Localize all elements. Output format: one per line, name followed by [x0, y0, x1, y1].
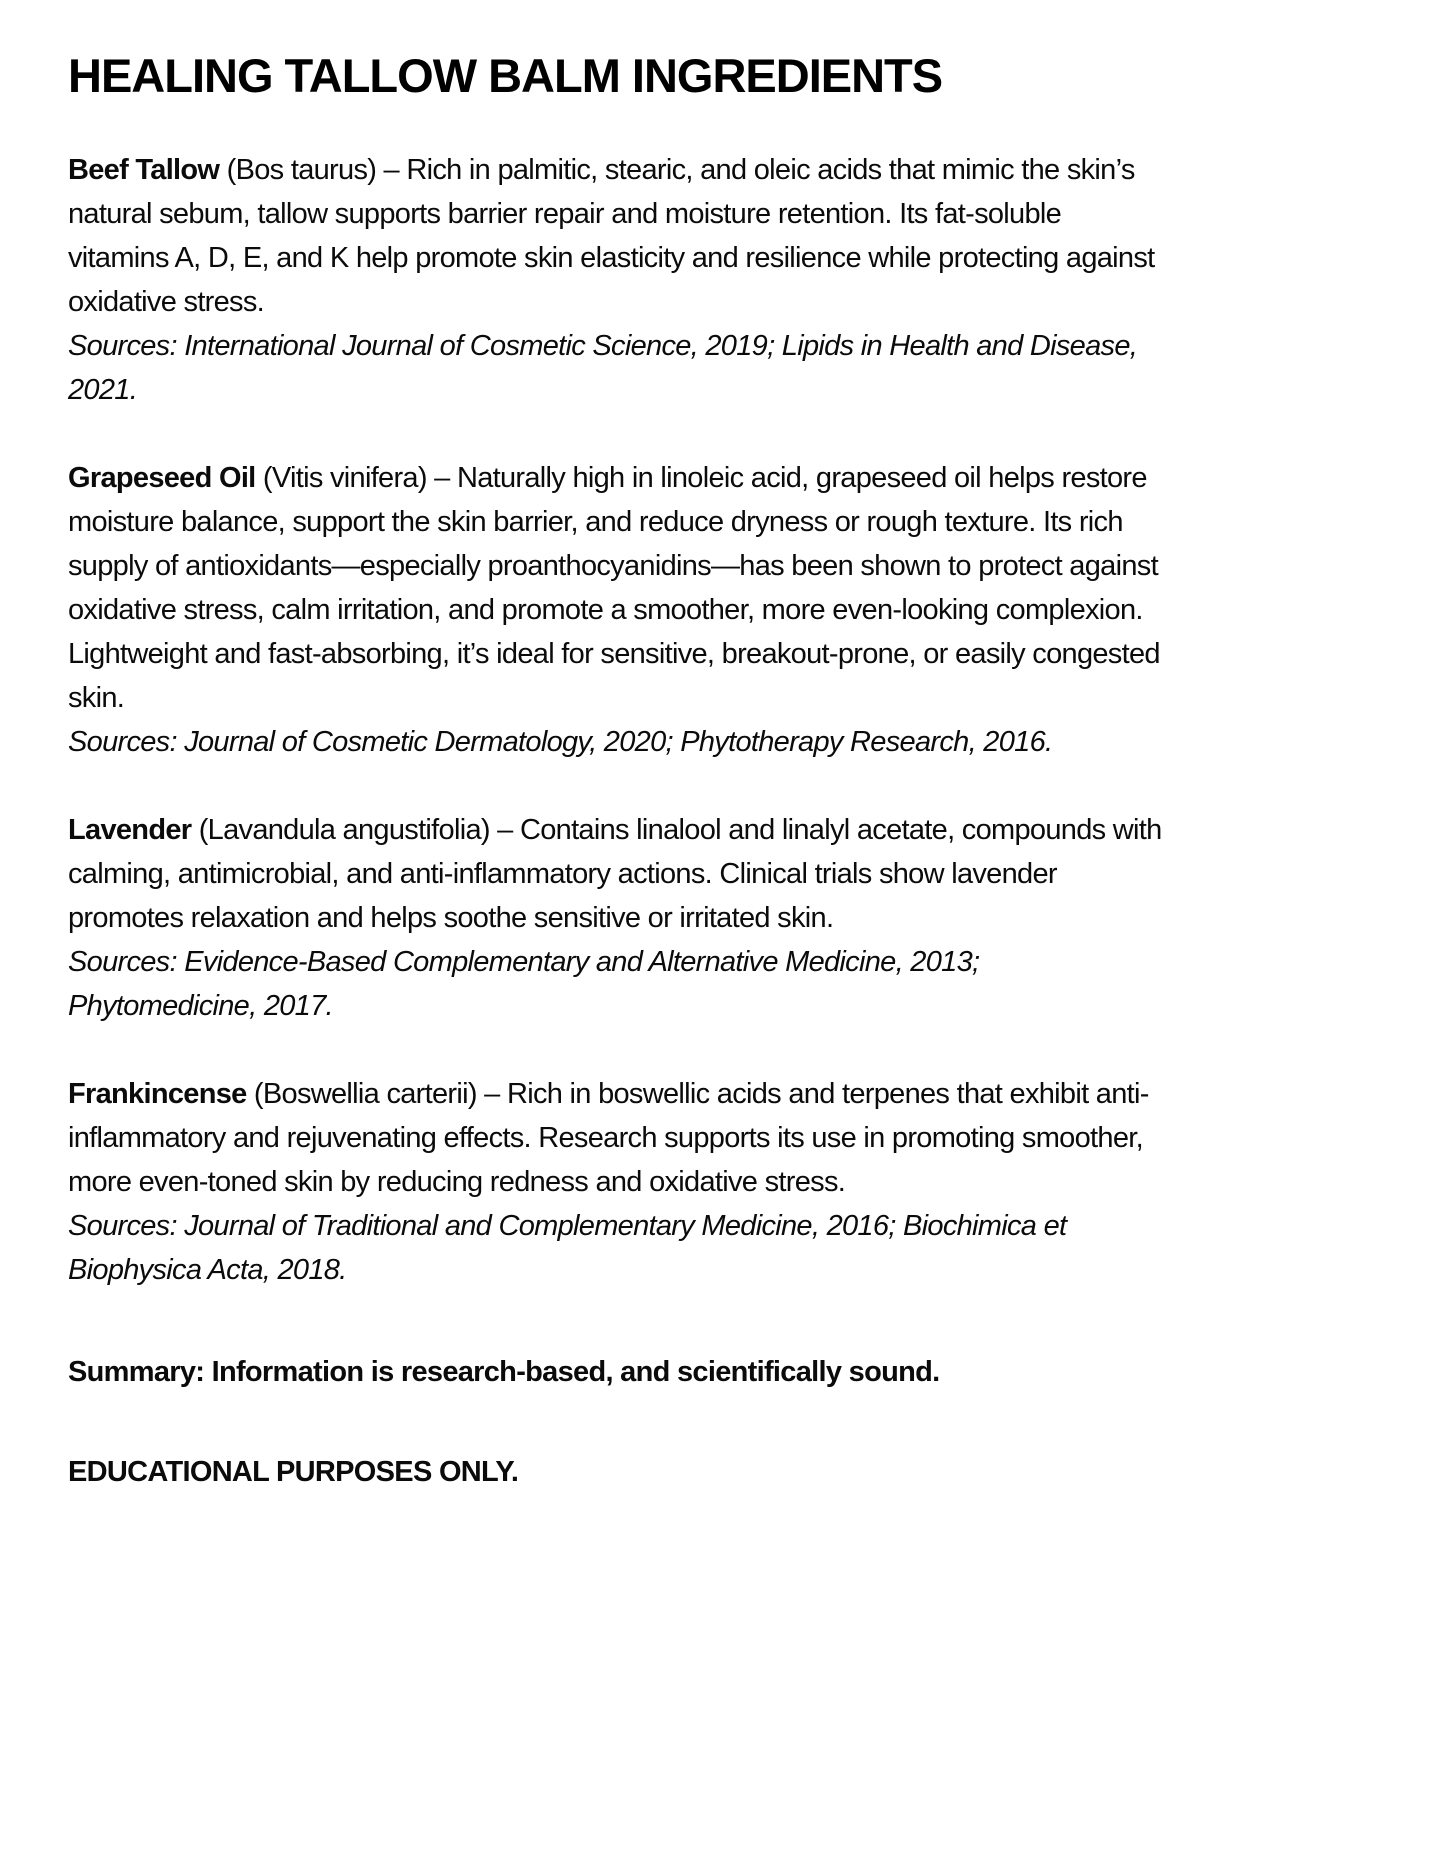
ingredient-description: (Lavandula angustifolia) – Contains linalool and linalyl acetate, compounds with calming, antimicrobial, and anti-inflammatory actions. Clinical trials show lavender promotes relaxation and helps soothe sensitive or irritated skin.: [68, 813, 1162, 934]
ingredient-frankincense: [68, 1072, 1163, 1292]
summary-statement: Summary: Information is research-based, and scientifically sound.: [68, 1355, 940, 1388]
ingredient-sources: Sources: Evidence-Based Complementary and Alternative Medicine, 2013; Phytomedicine, 2017.: [68, 945, 980, 1022]
ingredient-grapeseed-oil: [68, 456, 1163, 764]
ingredient-sources: Sources: Journal of Traditional and Complementary Medicine, 2016; Biochimica et Biophysica Acta, 2018.: [68, 1209, 1067, 1286]
ingredient-description: (Bos taurus) – Rich in palmitic, stearic, and oleic acids that mimic the skin’s natural sebum, tallow supports barrier repair and moisture retention. Its fat-soluble vitamins A, D, E, and K help promote skin elasticity and resilience while protecting against oxidative stress.: [68, 153, 1155, 318]
ingredient-name: Beef Tallow: [68, 153, 220, 186]
ingredient-sources: Sources: Journal of Cosmetic Dermatology, 2020; Phytotherapy Research, 2016.: [68, 725, 1053, 758]
ingredient-description: (Boswellia carterii) – Rich in boswellic acids and terpenes that exhibit anti-inflammatory and rejuvenating effects. Research supports its use in promoting smoother, more even-toned skin by reducing redness and oxidative stress.: [68, 1077, 1149, 1198]
ingredient-name: Lavender: [68, 813, 192, 846]
ingredient-sources: Sources: International Journal of Cosmetic Science, 2019; Lipids in Health and Disease, 2021.: [68, 329, 1138, 406]
ingredient-name: Frankincense: [68, 1077, 247, 1110]
ingredient-lavender: [68, 808, 1163, 1028]
ingredient-description: (Vitis vinifera) – Naturally high in linoleic acid, grapeseed oil helps restore moisture balance, support the skin barrier, and reduce dryness or rough texture. Its rich supply of antioxidants—especially proanthocyanidins—has been shown to protect against oxidative stress, calm irritation, and promote a smoother, more even-looking complexion. Lightweight and fast-absorbing, it’s ideal for sensitive, breakout-prone, or easily congested skin.: [68, 461, 1160, 714]
ingredient-name: Grapeseed Oil: [68, 461, 256, 494]
page-title: HEALING TALLOW BALM INGREDIENTS: [68, 49, 943, 102]
document-page: [68, 50, 1163, 1494]
disclaimer-statement: EDUCATIONAL PURPOSES ONLY.: [68, 1455, 519, 1488]
ingredient-beef-tallow: [68, 148, 1163, 412]
